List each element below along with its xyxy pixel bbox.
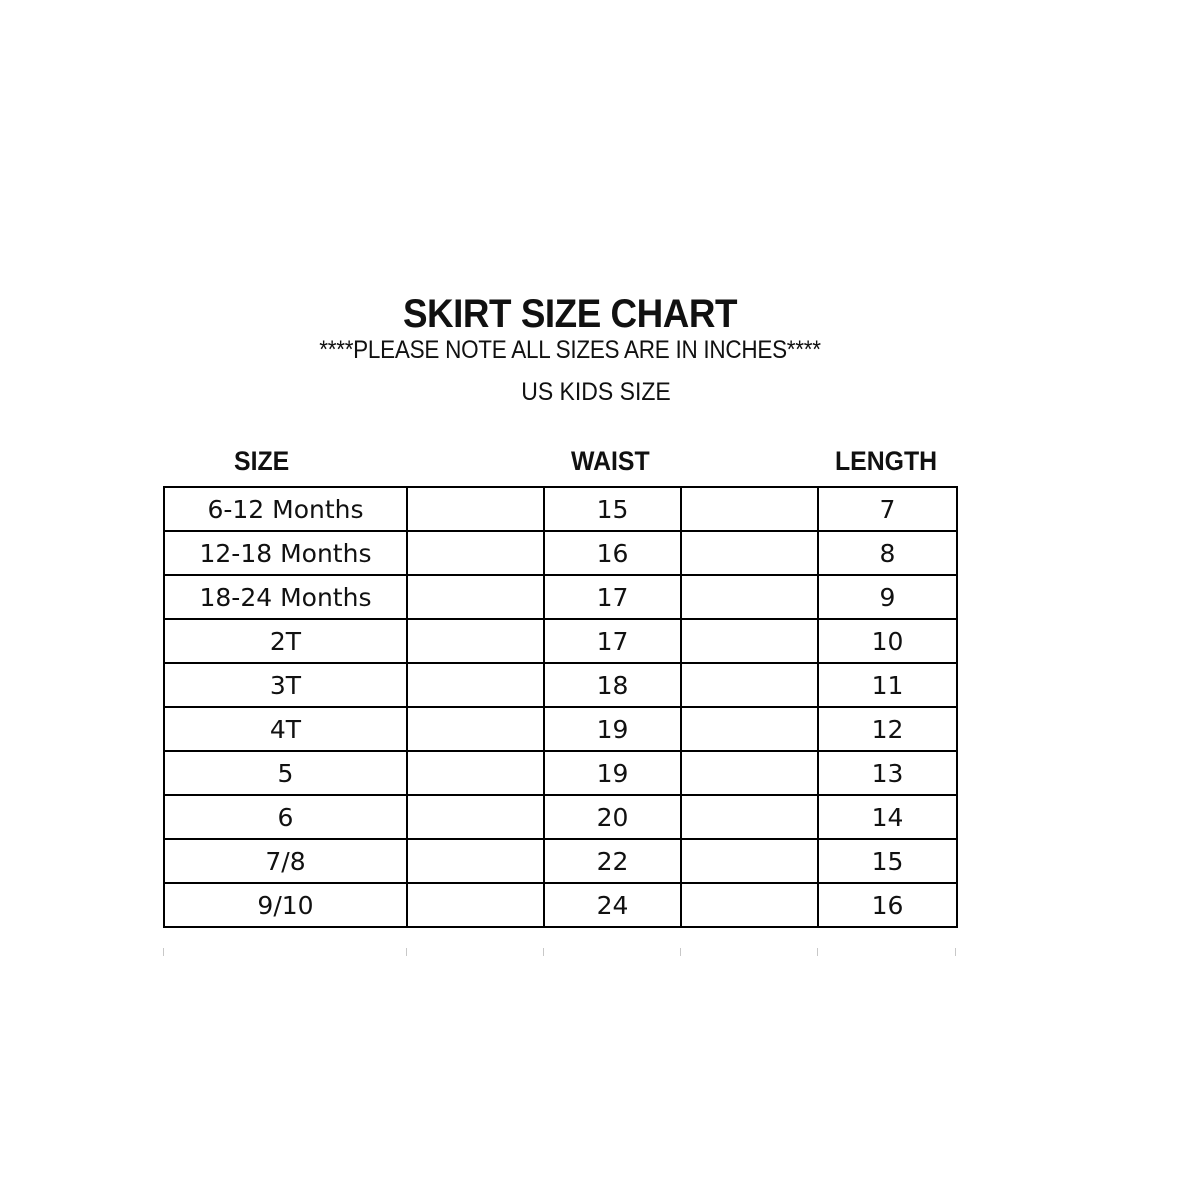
empty-cell: [681, 487, 818, 531]
column-header-size: SIZE: [234, 446, 290, 476]
tick-mark: [955, 948, 956, 956]
length-cell: 15: [818, 839, 957, 883]
table-row: [164, 707, 957, 751]
size-cell: 4T: [164, 707, 407, 751]
waist-cell: 17: [544, 619, 681, 663]
size-cell: 3T: [164, 663, 407, 707]
empty-cell: [407, 883, 544, 927]
size-cell: 6-12 Months: [164, 487, 407, 531]
empty-cell: [407, 795, 544, 839]
table-row: [164, 619, 957, 663]
empty-cell: [407, 839, 544, 883]
size-chart-table: [163, 486, 958, 928]
chart-subtitle: US KIDS SIZE: [521, 378, 671, 406]
empty-cell: [681, 575, 818, 619]
length-cell: 8: [818, 531, 957, 575]
empty-cell: [681, 531, 818, 575]
table-row: [164, 487, 957, 531]
length-cell: 10: [818, 619, 957, 663]
column-header-waist: WAIST: [571, 446, 650, 476]
empty-cell: [681, 839, 818, 883]
empty-cell: [681, 883, 818, 927]
waist-cell: 24: [544, 883, 681, 927]
empty-cell: [681, 751, 818, 795]
size-cell: 2T: [164, 619, 407, 663]
empty-cell: [407, 707, 544, 751]
gridline-ticks: [0, 948, 1200, 958]
tick-mark: [406, 948, 407, 956]
tick-mark: [163, 948, 164, 956]
empty-cell: [681, 795, 818, 839]
length-cell: 13: [818, 751, 957, 795]
empty-cell: [407, 751, 544, 795]
table-row: [164, 839, 957, 883]
tick-mark: [543, 948, 544, 956]
waist-cell: 19: [544, 707, 681, 751]
table-row: [164, 795, 957, 839]
empty-cell: [681, 707, 818, 751]
table-row: [164, 883, 957, 927]
empty-cell: [681, 619, 818, 663]
tick-mark: [680, 948, 681, 956]
table-row: [164, 751, 957, 795]
waist-cell: 19: [544, 751, 681, 795]
empty-cell: [407, 663, 544, 707]
table-row: [164, 531, 957, 575]
length-cell: 14: [818, 795, 957, 839]
waist-cell: 20: [544, 795, 681, 839]
size-cell: 9/10: [164, 883, 407, 927]
waist-cell: 15: [544, 487, 681, 531]
empty-cell: [681, 663, 818, 707]
empty-cell: [407, 575, 544, 619]
size-cell: 18-24 Months: [164, 575, 407, 619]
size-cell: 12-18 Months: [164, 531, 407, 575]
units-note: ****PLEASE NOTE ALL SIZES ARE IN INCHES****: [319, 336, 821, 364]
empty-cell: [407, 531, 544, 575]
chart-title: SKIRT SIZE CHART: [402, 292, 738, 336]
waist-cell: 17: [544, 575, 681, 619]
length-cell: 12: [818, 707, 957, 751]
empty-cell: [407, 487, 544, 531]
table-row: [164, 575, 957, 619]
empty-cell: [407, 619, 544, 663]
waist-cell: 22: [544, 839, 681, 883]
waist-cell: 16: [544, 531, 681, 575]
length-cell: 11: [818, 663, 957, 707]
size-cell: 6: [164, 795, 407, 839]
tick-mark: [817, 948, 818, 956]
length-cell: 9: [818, 575, 957, 619]
size-cell: 7/8: [164, 839, 407, 883]
size-cell: 5: [164, 751, 407, 795]
waist-cell: 18: [544, 663, 681, 707]
length-cell: 16: [818, 883, 957, 927]
table-row: [164, 663, 957, 707]
length-cell: 7: [818, 487, 957, 531]
column-header-length: LENGTH: [835, 446, 938, 476]
